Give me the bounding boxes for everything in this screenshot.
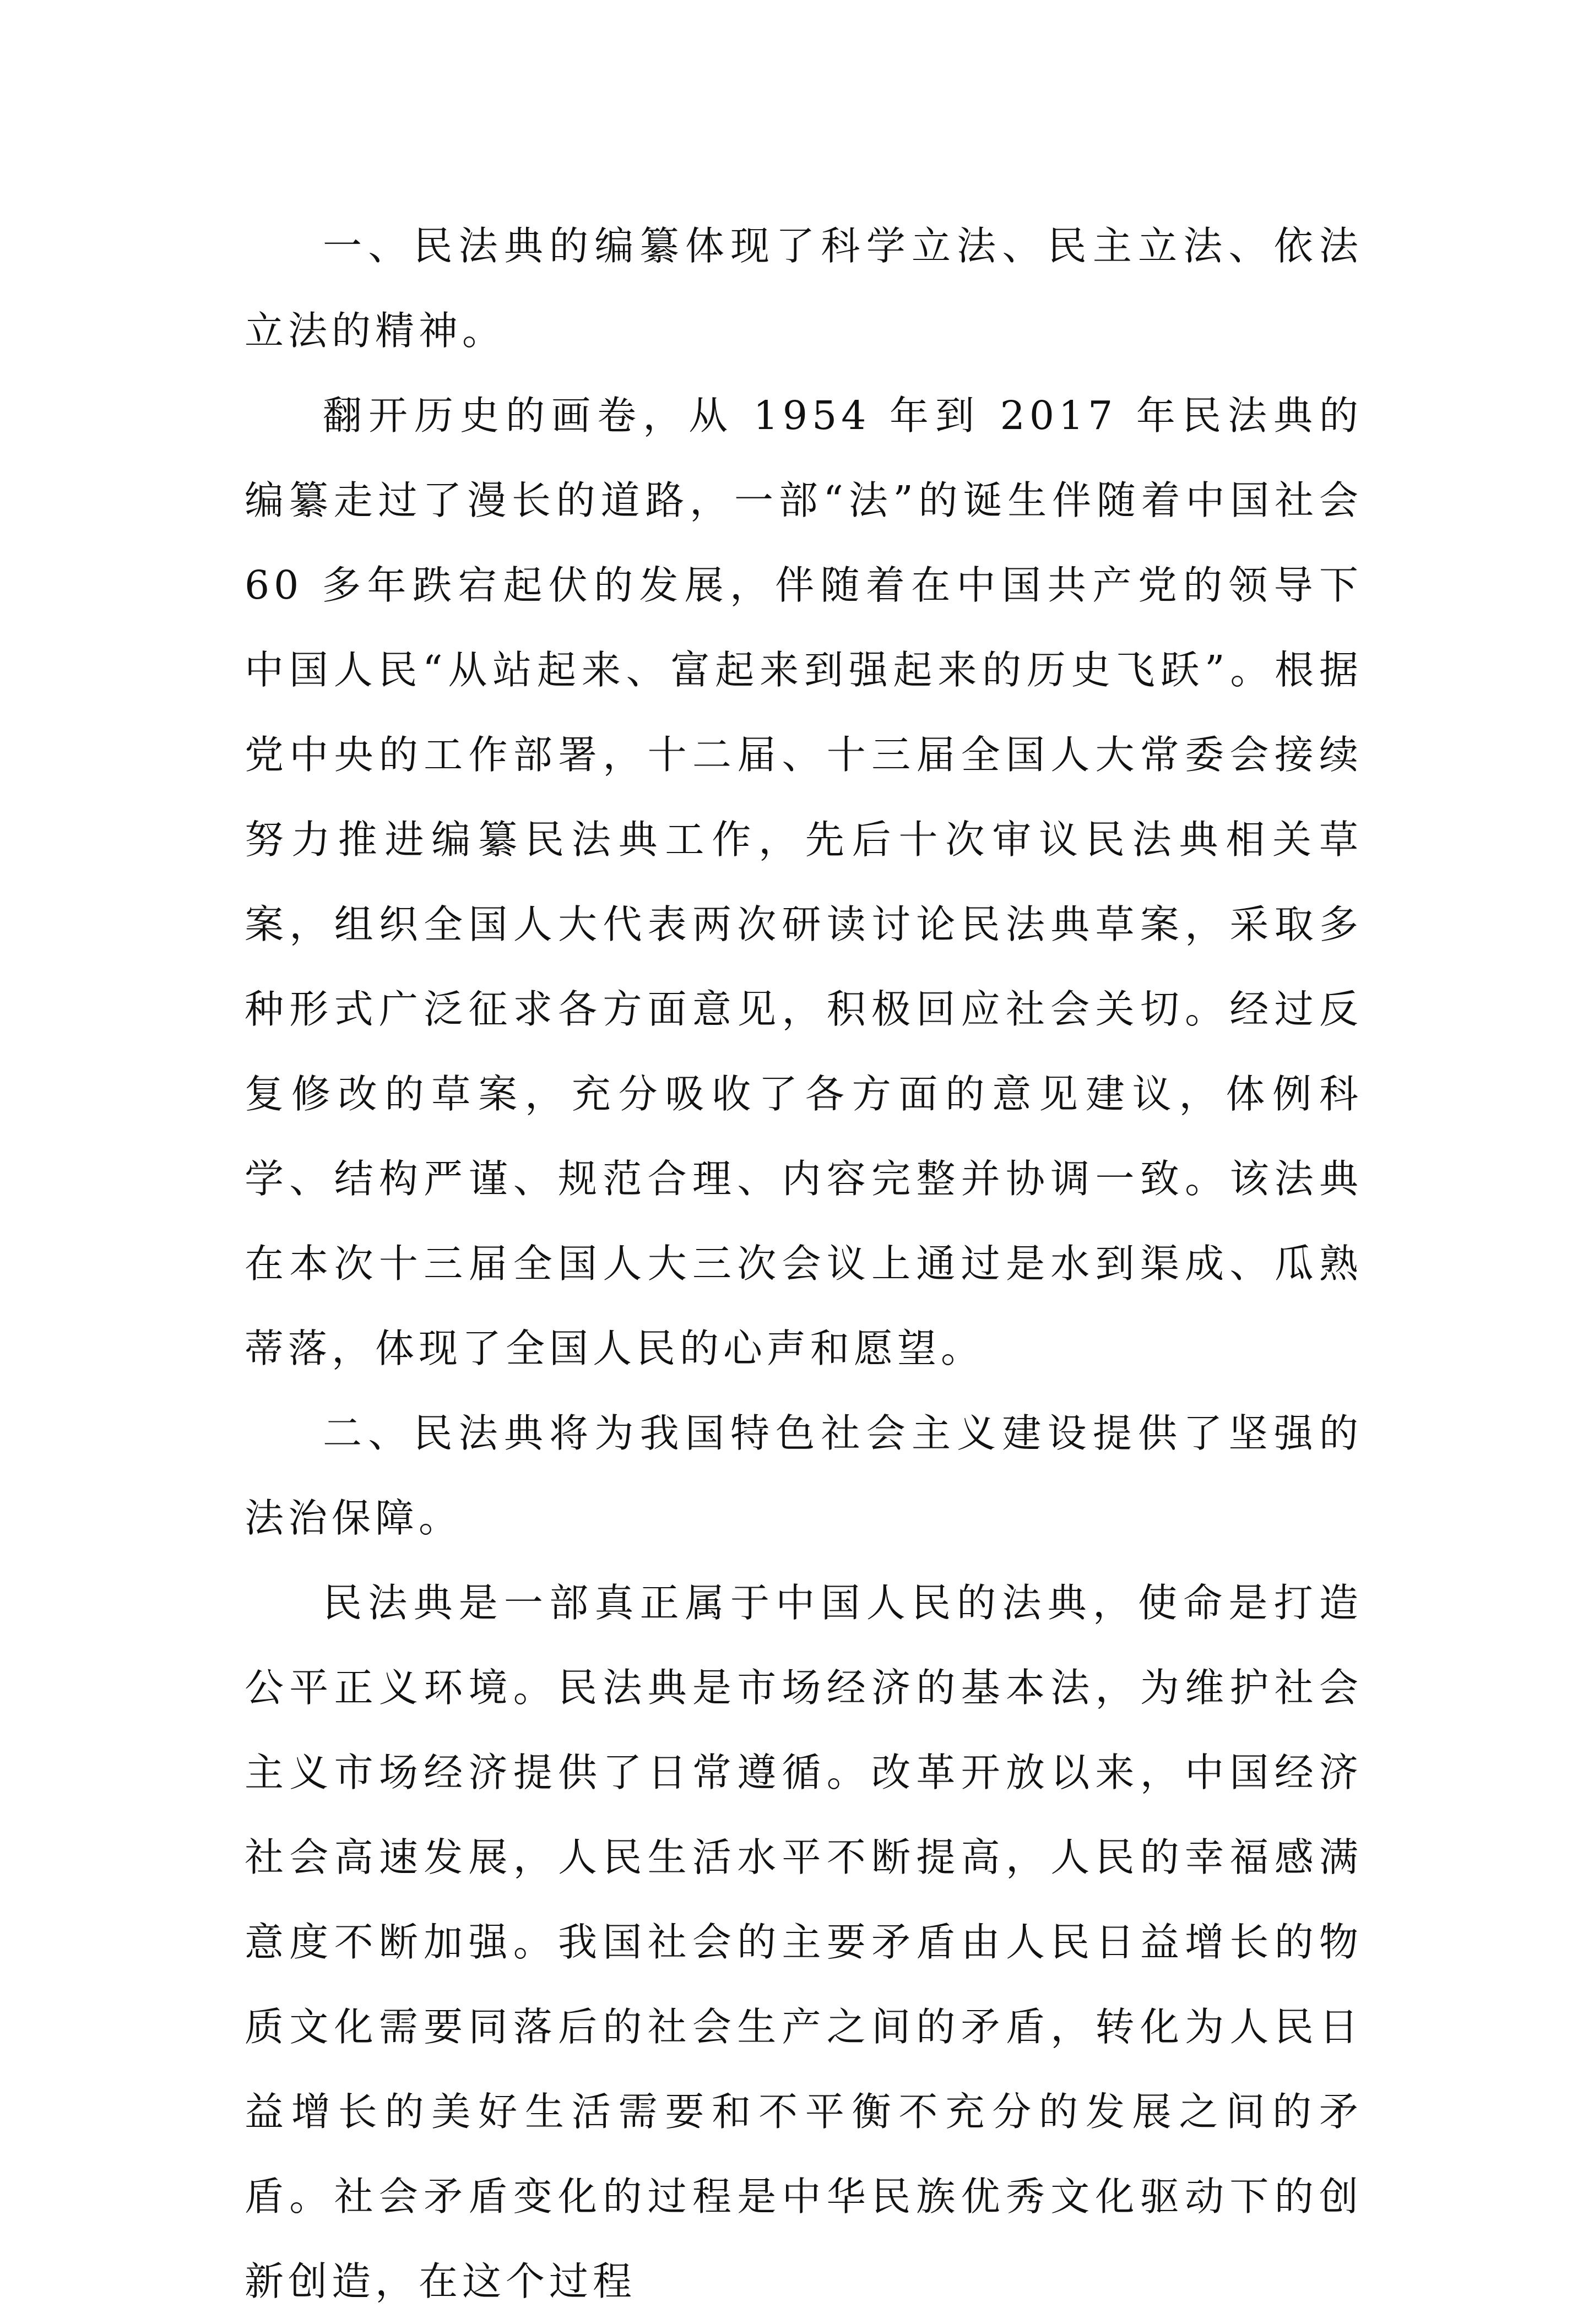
heading-paragraph-2: 二、民法典将为我国特色社会主义建设提供了坚强的法治保障。 (245, 1410, 1363, 1541)
body-paragraph-2: 民法典是一部真正属于中国人民的法典，使命是打造公平正义环境。民法典是市场经济的基本法，为维护社会主义市场经济提供了日常遵循。改革开放以来，中国经济社会高速发展，人民生活水平不断提高，人民的幸福感满意度不断加强。我国社会的主要矛盾由人民日益增长的物质文化需要同落后的社会生产之间的矛盾，转化为人民日益增长的美好生活需要和不平衡不充分的发展之间的矛盾。社会矛盾变化的过程是中华民族优秀文化驱动下的创新创造，在这个过程 (245, 1580, 1363, 2304)
document-body (245, 204, 1363, 2324)
heading-paragraph-1: 一、民法典的编纂体现了科学立法、民主立法、依法立法的精神。 (245, 223, 1363, 354)
body-paragraph-1: 翻开历史的画卷，从 1954 年到 2017 年民法典的编纂走过了漫长的道路，一部“法”的诞生伴随着中国社会 60 多年跌宕起伏的发展，伴随着在中国共产党的领导下中国人民“从站起来、富起来到强起来的历史飞跃”。根据党中央的工作部署，十二届、十三届全国人大常委会接续努力推进编纂民法典工作，先后十次审议民法典相关草案，组织全国人大代表两次研读讨论民法典草案，采取多种形式广泛征求各方面意见，积极回应社会关切。经过反复修改的草案，充分吸收了各方面的意见建议，体例科学、结构严谨、规范合理、内容完整并协调一致。该法典在本次十三届全国人大三次会议上通过是水到渠成、瓜熟蒂落，体现了全国人民的心声和愿望。 (245, 393, 1363, 1371)
